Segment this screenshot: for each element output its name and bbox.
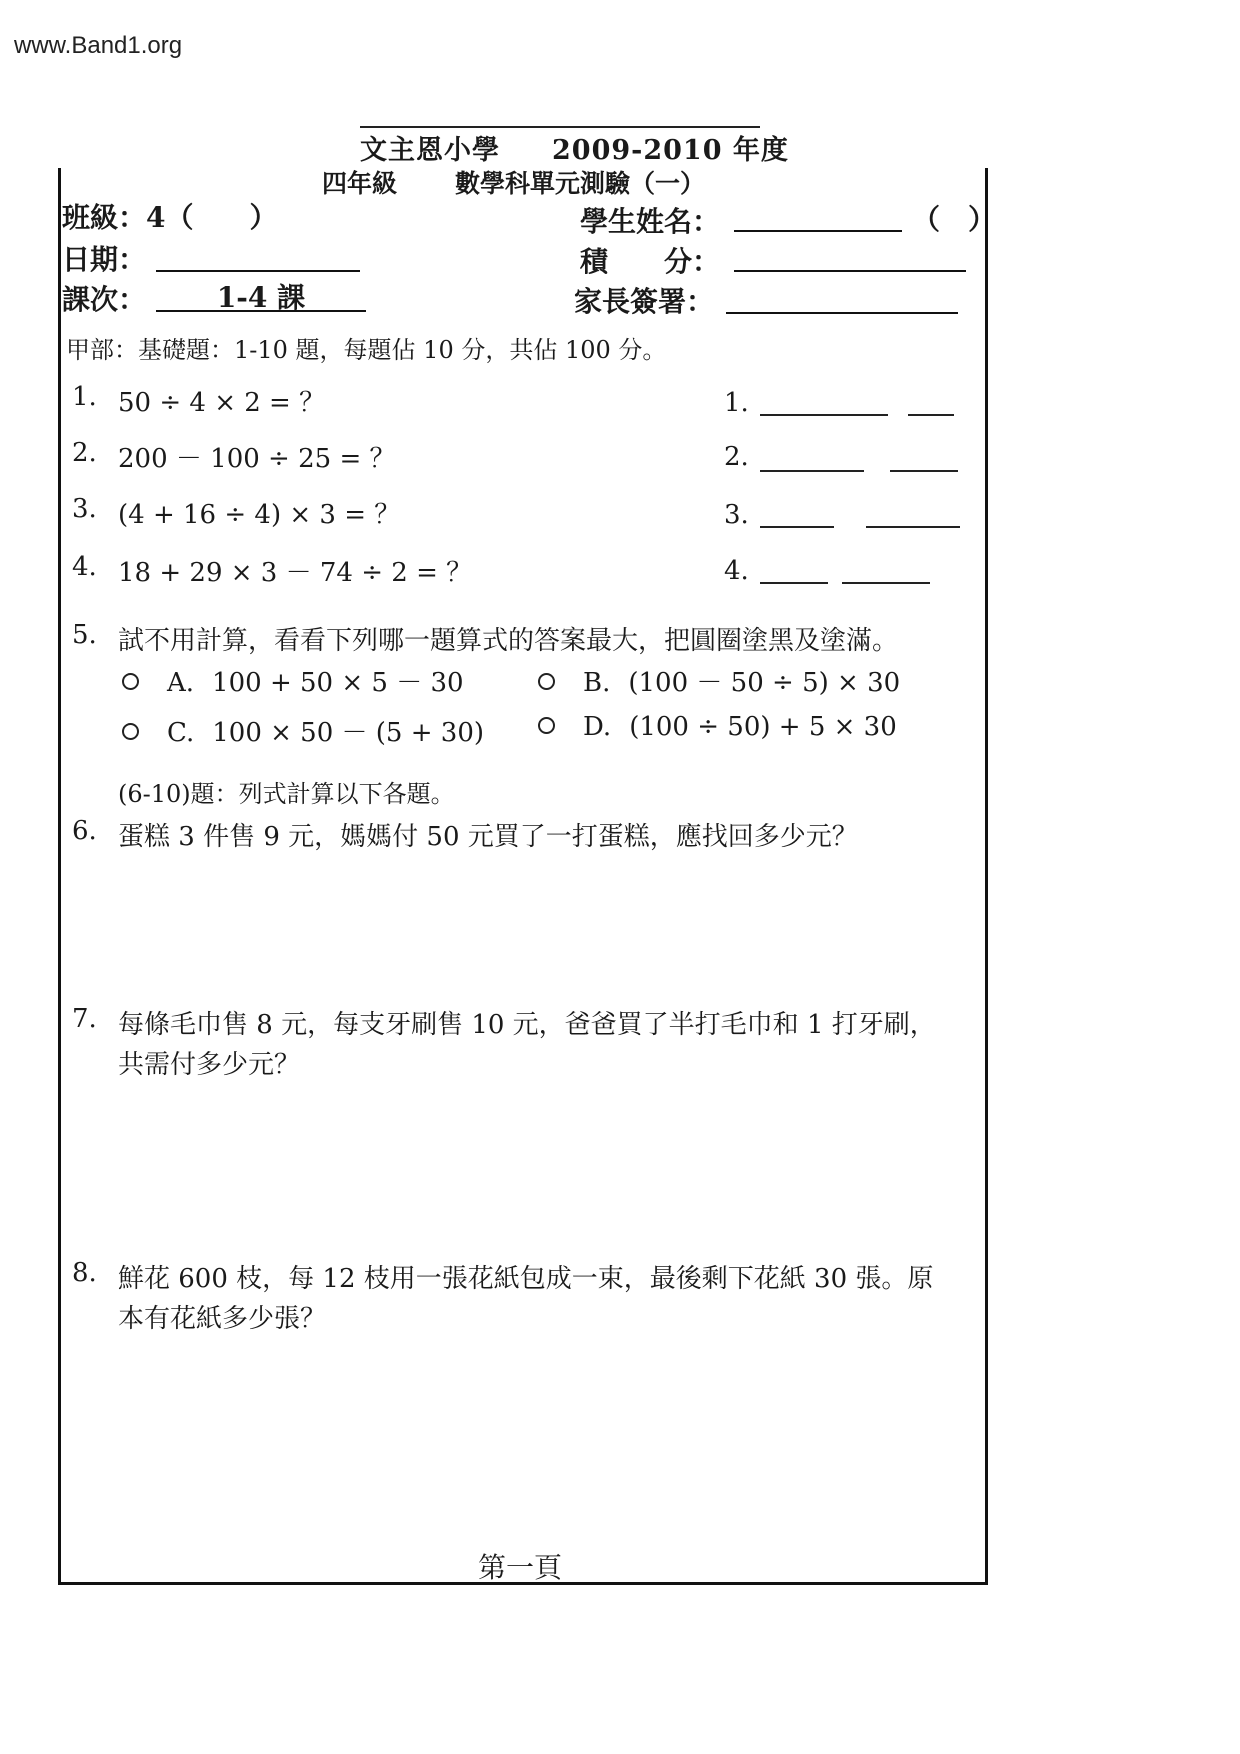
answer-line-4[interactable] xyxy=(760,582,828,584)
question-6-text: 蛋糕 3 件售 9 元，媽媽付 50 元買了一打蛋糕，應找回多少元？ xyxy=(118,822,858,852)
answer-unit-line-1[interactable] xyxy=(908,414,954,416)
option-letter: C. xyxy=(167,718,195,748)
option-expression: (100 ÷ 50) + 5 × 30 xyxy=(629,712,897,742)
date-input-line[interactable] xyxy=(156,270,360,272)
question-5-text: 試不用計算，看看下列哪一題算式的答案最大，把圓圈塗黑及塗滿。 xyxy=(118,626,899,656)
score-label: 積 分： xyxy=(580,245,721,278)
question-number: 5. xyxy=(72,620,97,650)
question-number: 7. xyxy=(72,1004,97,1034)
parent-signature-label: 家長簽署： xyxy=(574,285,715,318)
option-letter: D. xyxy=(583,712,612,742)
student-number-paren[interactable]: （ ） xyxy=(912,203,997,236)
class-field-label: 班級：4（ ） xyxy=(62,201,278,234)
answer-line-2[interactable] xyxy=(760,470,864,472)
school-title xyxy=(360,128,789,167)
score-input-line[interactable] xyxy=(734,270,966,272)
question-3-text: (4 + 16 ÷ 4) × 3 = ？ xyxy=(118,500,401,530)
lesson-value: 1-4 課 xyxy=(216,281,306,314)
question-number: 8. xyxy=(72,1258,97,1288)
parent-signature-input-line[interactable] xyxy=(726,312,958,314)
question-number: 3. xyxy=(72,494,97,524)
question-number: 4. xyxy=(72,552,97,582)
option-letter: B. xyxy=(583,668,611,698)
question-4-text: 18 + 29 × 3 － 74 ÷ 2 = ？ xyxy=(118,558,473,588)
answer-label-3: 3. xyxy=(724,500,749,530)
option-b[interactable] xyxy=(538,662,900,699)
lesson-input-line xyxy=(156,310,366,312)
question-number: 1. xyxy=(72,382,97,412)
question-8-text-line-1: 鮮花 600 枝，每 12 枝用一張花紙包成一束，最後剩下花紙 30 張。原 xyxy=(118,1264,934,1294)
question-8-text-line-2: 本有花紙多少張？ xyxy=(118,1304,327,1334)
option-expression: (100 － 50 ÷ 5) × 30 xyxy=(628,668,901,698)
date-field-label: 日期： xyxy=(62,243,147,276)
test-title: 數學科單元測驗（一） xyxy=(455,169,706,198)
option-c-circle-icon[interactable] xyxy=(122,723,139,740)
answer-unit-line-4[interactable] xyxy=(842,582,930,584)
instruction-6-10: (6-10)題：列式計算以下各題。 xyxy=(118,780,455,808)
answer-label-4: 4. xyxy=(724,556,749,586)
option-a-circle-icon[interactable] xyxy=(122,673,139,690)
page-frame xyxy=(58,168,988,1585)
answer-line-1[interactable] xyxy=(760,414,888,416)
option-c[interactable] xyxy=(122,712,484,749)
student-name-label: 學生姓名： xyxy=(580,205,721,238)
answer-label-2: 2. xyxy=(724,442,749,472)
grade-label: 四年級 xyxy=(322,169,398,198)
school-year: 2009-2010 年度 xyxy=(552,135,789,166)
answer-unit-line-2[interactable] xyxy=(890,470,958,472)
school-name: 文主恩小學 xyxy=(360,135,500,166)
option-expression: 100 × 50 － (5 + 30) xyxy=(212,718,485,748)
page-number: 第一頁 xyxy=(478,1551,563,1584)
lesson-field-label: 課次： xyxy=(62,283,147,316)
question-number: 6. xyxy=(72,816,97,846)
question-2-text: 200 － 100 ÷ 25 = ？ xyxy=(118,444,396,474)
question-7-text-line-2: 共需付多少元？ xyxy=(118,1050,301,1080)
question-number: 2. xyxy=(72,438,97,468)
answer-line-3[interactable] xyxy=(760,526,834,528)
student-name-input-line[interactable] xyxy=(734,230,902,232)
option-a[interactable] xyxy=(122,662,464,699)
option-b-circle-icon[interactable] xyxy=(538,673,555,690)
option-d[interactable] xyxy=(538,712,897,742)
watermark-url: www.Band1.org xyxy=(14,32,183,59)
question-1-text: 50 ÷ 4 × 2 = ？ xyxy=(118,388,326,418)
option-d-circle-icon[interactable] xyxy=(538,717,555,734)
option-letter: A. xyxy=(167,668,195,698)
section-a-heading: 甲部：基礎題：1-10 題，每題佔 10 分，共佔 100 分。 xyxy=(66,336,667,364)
answer-unit-line-3[interactable] xyxy=(866,526,960,528)
option-expression: 100 + 50 × 5 － 30 xyxy=(212,668,464,698)
answer-label-1: 1. xyxy=(724,388,749,418)
question-7-text-line-1: 每條毛巾售 8 元，每支牙刷售 10 元，爸爸買了半打毛巾和 1 打牙刷， xyxy=(118,1010,936,1040)
